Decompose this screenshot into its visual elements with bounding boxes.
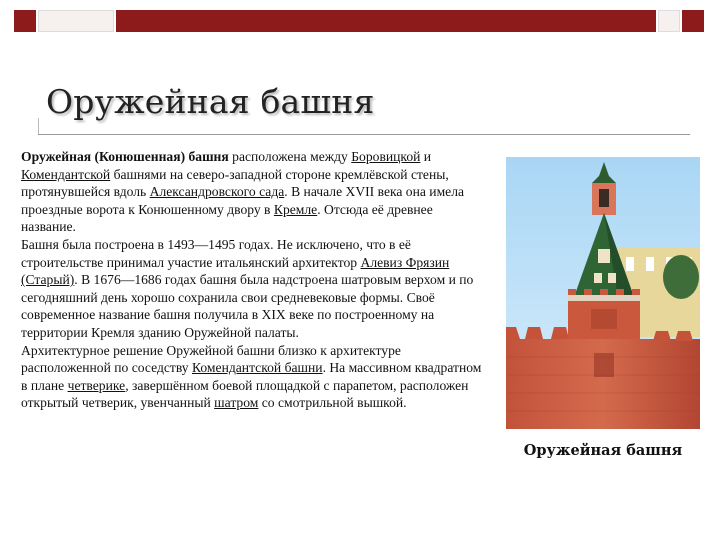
text: . В 1676—1686 годах башня была надстроена шатровым верхом и по сегодняшний день хорошо сохранила свои средневековые формы. Своё современное название башня получила в XIX веке по построенному на территории Кремля зданию Оружейной палаты.	[21, 272, 474, 340]
text: и	[420, 149, 432, 164]
link-komendantskaya[interactable]: Комендантской	[21, 166, 111, 182]
link-chetverik[interactable]: четверике	[67, 377, 126, 393]
title-divider	[38, 134, 690, 135]
link-komendantskaya-tower[interactable]: Комендантской башни	[192, 360, 323, 376]
link-aleviz-fryazin[interactable]: Алевиз Фрязин (Старый)	[21, 254, 450, 288]
link-borovitskaya[interactable]: Боровицкой	[351, 149, 421, 164]
paragraph-2	[21, 236, 483, 342]
stripe-square	[14, 10, 36, 32]
kremlin-tower-photo-icon	[506, 157, 700, 429]
image-caption: Оружейная башня	[523, 442, 683, 459]
paragraph-3	[21, 342, 483, 412]
text: . Отсюда её древнее название.	[21, 201, 433, 235]
text: Башня была построена в 1493—1495 годах. Не исключено, что в её строительстве принимал участие итальянский архитектор	[21, 236, 411, 270]
stripe-bar-light	[38, 10, 114, 32]
stripe-square-dark	[682, 10, 704, 32]
body-text	[21, 148, 483, 412]
link-shatyor[interactable]: шатром	[214, 395, 259, 411]
text: . На массивном квадратном в плане	[21, 360, 482, 393]
link-alexandrovsky-garden[interactable]: Александровского сада	[149, 184, 285, 200]
bold-name: Оружейная	[21, 149, 92, 164]
slide-title: Оружейная башня	[46, 82, 375, 121]
bold-alt-name: (Конюшенная) башня	[94, 149, 229, 164]
paragraph-1	[21, 148, 483, 236]
decorative-header-stripe	[14, 10, 706, 32]
stripe-bar-dark	[116, 10, 656, 32]
title-rule-tick	[38, 118, 39, 134]
text: расположена между	[228, 149, 352, 164]
text: . В начале XVII века она имела проездные ворота к Конюшенному двору в	[21, 184, 465, 217]
text: , завершённом боевой площадкой с парапетом, расположен открытый четверик, увенчанный	[21, 377, 469, 411]
text: Архитектурное решение Оружейной башни близко к архитектуре расположенной по соседству	[21, 342, 401, 376]
text: башнями на северо-западной стороне кремлёвской стены, протянувшейся вдоль	[21, 166, 449, 200]
link-kremlin[interactable]: Кремле	[273, 201, 318, 217]
text: со смотрильной вышкой.	[258, 395, 407, 411]
stripe-square-light	[658, 10, 680, 32]
